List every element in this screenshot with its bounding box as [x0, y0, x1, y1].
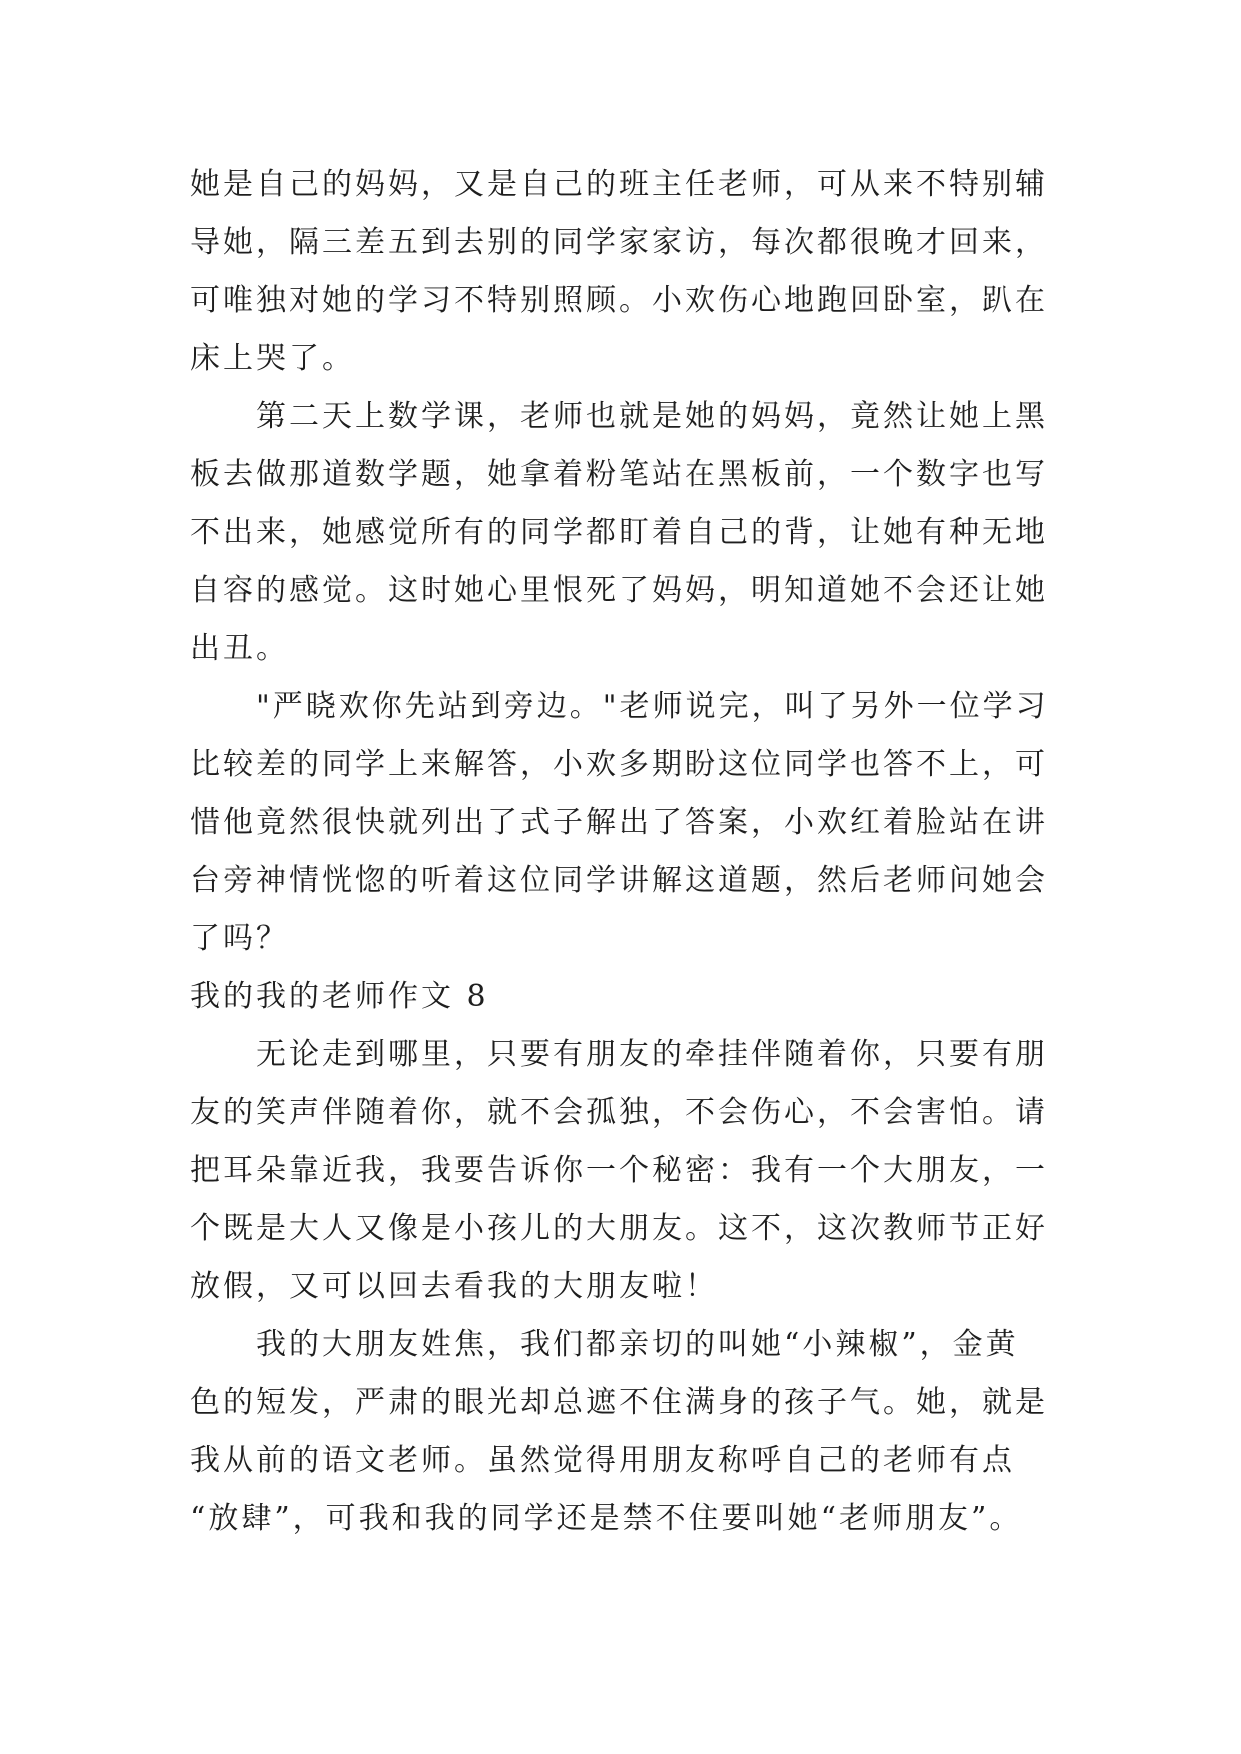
paragraph [190, 678, 1190, 968]
text-line: 不出来，她感觉所有的同学都盯着自己的背，让她有种无地 [190, 515, 1048, 550]
text-line: 自容的感觉。这时她心里恨死了妈妈，明知道她不会还让她 [190, 573, 1048, 608]
text-line: 第二天上数学课，老师也就是她的妈妈，竟然让她上黑 [256, 399, 1048, 434]
text-line: 板去做那道数学题，她拿着粉笔站在黑板前，一个数字也写 [190, 457, 1048, 492]
text-line: 色的短发，严肃的眼光却总遮不住满身的孩子气。她，就是 [190, 1385, 1048, 1420]
text-line: 导她，隔三差五到去别的同学家家访，每次都很晚才回来， [190, 225, 1048, 260]
text-line: 出丑。 [190, 631, 289, 666]
text-line: 友的笑声伴随着你，就不会孤独，不会伤心，不会害怕。请 [190, 1095, 1048, 1130]
section-heading: 我的我的老师作文 8 [190, 979, 489, 1014]
paragraph [190, 1316, 1190, 1548]
text-line: 床上哭了。 [190, 341, 355, 376]
document-page [190, 156, 1190, 1548]
text-line: 台旁神情恍惚的听着这位同学讲解这道题，然后老师问她会 [190, 863, 1048, 898]
text-line: 可唯独对她的学习不特别照顾。小欢伤心地跑回卧室，趴在 [190, 283, 1048, 318]
text-line: 无论走到哪里，只要有朋友的牵挂伴随着你，只要有朋 [256, 1037, 1048, 1072]
text-line: 惜他竟然很快就列出了式子解出了答案，小欢红着脸站在讲 [190, 805, 1048, 840]
text-line: 我的大朋友姓焦，我们都亲切的叫她“小辣椒”，金黄 [256, 1327, 1019, 1362]
text-line: 个既是大人又像是小孩儿的大朋友。这不，这次教师节正好 [190, 1211, 1048, 1246]
text-line: "严晓欢你先站到旁边。"老师说完，叫了另外一位学习 [256, 689, 1049, 724]
text-line: 比较差的同学上来解答，小欢多期盼这位同学也答不上，可 [190, 747, 1048, 782]
text-line: 放假，又可以回去看我的大朋友啦！ [190, 1269, 718, 1304]
paragraph [190, 1026, 1190, 1316]
paragraph [190, 388, 1190, 678]
text-line: 她是自己的妈妈，又是自己的班主任老师，可从来不特别辅 [190, 167, 1048, 202]
text-line: 把耳朵靠近我，我要告诉你一个秘密：我有一个大朋友，一 [190, 1153, 1048, 1188]
paragraph [190, 156, 1190, 388]
text-line: 了吗？ [190, 921, 289, 956]
text-line: “放肆”，可我和我的同学还是禁不住要叫她“老师朋友”。 [190, 1501, 1023, 1536]
text-line: 我从前的语文老师。虽然觉得用朋友称呼自己的老师有点 [190, 1443, 1015, 1478]
